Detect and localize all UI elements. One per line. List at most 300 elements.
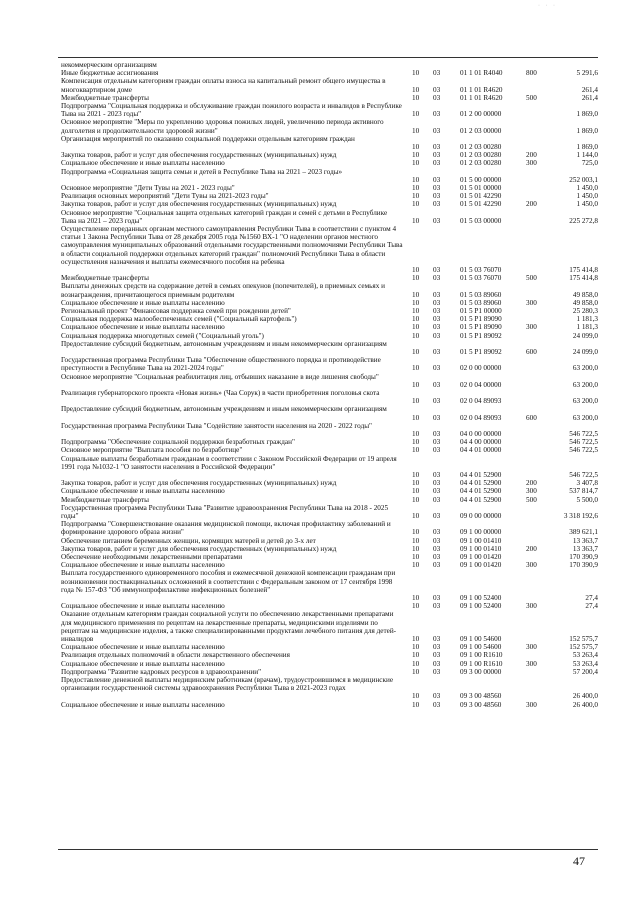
section-code: 10 — [412, 438, 420, 447]
target-article-code: 04 4 00 00000 — [460, 438, 502, 447]
target-article-code: 01 1 01 R4620 — [460, 93, 503, 102]
subsection-code: 03 — [433, 511, 441, 520]
target-article-code: 09 1 00 01410 — [460, 536, 502, 545]
section-code: 10 — [412, 323, 420, 332]
table-row — [0, 561, 640, 569]
target-article-code: 09 3 00 48560 — [460, 700, 502, 709]
target-article-code: 09 3 00 48560 — [460, 692, 502, 701]
section-code: 10 — [412, 487, 420, 496]
section-code: 10 — [412, 331, 420, 340]
target-article-code: 09 1 00 01420 — [460, 561, 502, 570]
section-code: 10 — [412, 561, 420, 570]
amount: 1 869,0 — [576, 110, 598, 119]
row-description: Реализация губернаторского проекта «Новая жизнь» (Чаа Сорук) в части приобретения поголовья скота — [61, 389, 380, 397]
section-code: 10 — [412, 142, 420, 151]
amount: 225 272,8 — [569, 216, 598, 225]
target-article-code: 09 1 00 00000 — [460, 528, 502, 537]
table-row — [0, 438, 640, 446]
row-description: Социальное обеспечение и иные выплаты населению — [61, 298, 225, 307]
target-article-code: 01 5 P1 00000 — [460, 307, 502, 315]
table-row — [0, 455, 640, 480]
row-description: Основное мероприятие "Меры по укреплению здоровья пожилых людей, увеличению периода активного долголетия и продолжительности здоровой жизни" — [61, 118, 384, 135]
table-row — [0, 307, 640, 315]
subsection-code: 03 — [433, 290, 441, 299]
table-row — [0, 118, 640, 134]
section-code: 10 — [412, 536, 420, 545]
subsection-code: 03 — [433, 331, 441, 340]
subsection-code: 03 — [433, 495, 441, 504]
row-description: Реализация отдельных полномочий в области лекарственного обеспечения — [61, 651, 290, 660]
target-article-code: 01 5 03 76070 — [460, 274, 502, 283]
section-code: 10 — [412, 700, 420, 709]
table-row — [0, 504, 640, 520]
subsection-code: 03 — [433, 110, 441, 119]
amount: 546 722,5 — [569, 470, 598, 479]
table-row — [0, 94, 640, 102]
subsection-code: 03 — [433, 151, 441, 160]
subsection-code: 03 — [433, 126, 441, 135]
amount: 27,4 — [585, 593, 598, 602]
subsection-code: 03 — [433, 266, 441, 274]
row-description: некоммерческим организациям — [61, 61, 157, 69]
table-row — [0, 315, 640, 323]
row-description: Социальное обеспечение и иные выплаты населению — [61, 643, 225, 652]
row-description: Социальное обеспечение и иные выплаты населению — [61, 159, 225, 168]
amount: 3 318 192,6 — [563, 511, 598, 520]
amount: 26 400,0 — [572, 700, 598, 709]
target-article-code: 01 5 03 76070 — [460, 266, 502, 274]
subsection-code: 03 — [433, 536, 441, 545]
amount: 63 200,0 — [572, 364, 598, 373]
expense-type-code: 800 — [526, 69, 537, 78]
table-row — [0, 701, 640, 709]
row-description: Государственная программа Республики Тыва "Содействие занятости населения на 2020 - 2022 годы" — [61, 421, 372, 430]
target-article-code: 04 4 01 52900 — [460, 470, 502, 479]
amount: 1 450,0 — [576, 192, 598, 201]
table-row — [0, 61, 640, 69]
amount: 5 291,6 — [576, 69, 598, 78]
expense-type-code: 200 — [526, 479, 537, 488]
amount: 1 869,0 — [576, 142, 598, 151]
target-article-code: 04 0 00 00000 — [460, 429, 502, 438]
row-description: Подпрограмма "Обеспечение социальной поддержки безработных граждан" — [61, 438, 295, 447]
subsection-code: 03 — [433, 380, 441, 389]
target-article-code: 04 4 01 00000 — [460, 446, 502, 455]
target-article-code: 02 0 00 00000 — [460, 364, 502, 373]
subsection-code: 03 — [433, 667, 441, 676]
amount: 24 099,0 — [572, 347, 598, 356]
table-row — [0, 323, 640, 331]
table-row — [0, 446, 640, 454]
table-row — [0, 274, 640, 282]
target-article-code: 09 1 00 01410 — [460, 544, 502, 553]
table-row — [0, 422, 640, 438]
section-code: 10 — [412, 495, 420, 504]
row-description: Региональный проект "Финансовая поддержка семей при рождении детей" — [61, 307, 291, 315]
amount: 170 390,9 — [569, 553, 598, 561]
amount: 63 200,0 — [572, 380, 598, 389]
row-description: Социальное обеспечение и иные выплаты населению — [61, 323, 225, 332]
row-description: Предоставление денежной выплаты медицинским работникам (врачам), трудоустроившимся в медицинские организации государственной системы здравоохранения Республики Тыва в 2021-2023 годах — [61, 676, 394, 693]
row-description: Основное мероприятие "Дети Тувы на 2021 - 2023 годы" — [61, 184, 235, 192]
row-description: Обеспечение необходимыми лекарственными препаратами — [61, 553, 243, 561]
expense-type-code: 300 — [526, 602, 537, 611]
subsection-code: 03 — [433, 413, 441, 422]
table-row — [0, 77, 640, 93]
table-row — [0, 651, 640, 659]
subsection-code: 03 — [433, 602, 441, 611]
subsection-code: 03 — [433, 298, 441, 307]
section-code: 10 — [412, 69, 420, 78]
amount: 725,0 — [581, 159, 598, 168]
subsection-code: 03 — [433, 192, 441, 201]
section-code: 10 — [412, 126, 420, 135]
subsection-code: 03 — [433, 651, 441, 660]
amount: 24 099,0 — [572, 331, 598, 340]
section-code: 10 — [412, 692, 420, 701]
target-article-code: 09 1 00 54600 — [460, 643, 502, 652]
section-code: 10 — [412, 175, 420, 184]
expense-type-code: 500 — [526, 495, 537, 504]
target-article-code: 01 5 P1 89090 — [460, 315, 502, 324]
section-code: 10 — [412, 634, 420, 643]
section-code: 10 — [412, 643, 420, 652]
row-description: Государственная программа Республики Тыва "Обеспечение общественного порядка и противодействие преступности в Республике Тыва на 2021-2024 годы" — [61, 356, 381, 373]
section-code: 10 — [412, 479, 420, 488]
section-code: 10 — [412, 216, 420, 225]
subsection-code: 03 — [433, 200, 441, 209]
target-article-code: 01 5 P1 89092 — [460, 347, 502, 356]
section-code: 10 — [412, 364, 420, 373]
subsection-code: 03 — [433, 159, 441, 168]
row-description: Закупка товаров, работ и услуг для обеспечения государственных (муниципальных) нужд — [61, 151, 337, 160]
row-description: Реализация основных мероприятий "Дети Тувы на 2021-2023 годы" — [61, 192, 269, 201]
section-code: 10 — [412, 446, 420, 455]
table-row — [0, 373, 640, 389]
target-article-code: 01 2 00 00000 — [460, 110, 502, 119]
section-code: 10 — [412, 298, 420, 307]
expense-type-code: 300 — [526, 298, 537, 307]
amount: 49 858,0 — [572, 290, 598, 299]
section-code: 10 — [412, 307, 420, 315]
subsection-code: 03 — [433, 659, 441, 668]
amount: 170 390,9 — [569, 561, 598, 570]
table-row — [0, 668, 640, 676]
subsection-code: 03 — [433, 553, 441, 561]
amount: 389 621,1 — [569, 528, 598, 537]
subsection-code: 03 — [433, 69, 441, 78]
subsection-code: 03 — [433, 470, 441, 479]
subsection-code: 03 — [433, 692, 441, 701]
row-description: Межбюджетные трансферты — [61, 274, 149, 283]
subsection-code: 03 — [433, 93, 441, 102]
row-description: Организация мероприятий по оказанию социальной поддержки отдельным категориям граждан — [61, 134, 355, 143]
amount: 546 722,5 — [569, 438, 598, 447]
amount: 252 003,1 — [569, 175, 598, 184]
amount: 13 363,7 — [572, 544, 598, 553]
subsection-code: 03 — [433, 142, 441, 151]
row-description: Закупка товаров, работ и услуг для обеспечения государственных (муниципальных) нужд — [61, 479, 337, 488]
table-row — [0, 569, 640, 602]
subsection-code: 03 — [433, 175, 441, 184]
scan-specks: · · · — [538, 3, 557, 9]
row-description: Закупка товаров, работ и услуг для обеспечения государственных (муниципальных) нужд — [61, 544, 337, 553]
section-code: 10 — [412, 667, 420, 676]
section-code: 10 — [412, 553, 420, 561]
row-description: Социальная поддержка малообеспеченных семей ("Социальный картофель") — [61, 315, 297, 324]
amount: 1 450,0 — [576, 184, 598, 192]
target-article-code: 02 0 04 89093 — [460, 413, 502, 422]
target-article-code: 01 2 03 00280 — [460, 151, 502, 160]
subsection-code: 03 — [433, 479, 441, 488]
section-code: 10 — [412, 159, 420, 168]
target-article-code: 01 5 03 89060 — [460, 290, 502, 299]
section-code: 10 — [412, 93, 420, 102]
table-row — [0, 356, 640, 372]
target-article-code: 01 5 01 00000 — [460, 184, 502, 192]
row-description: Подпрограмма "Социальная поддержка и обслуживание граждан пожилого возраста и инвалидов в Республике Тыва на 2021 - 2023 годы" — [61, 102, 402, 119]
subsection-code: 03 — [433, 323, 441, 332]
section-code: 10 — [412, 347, 420, 356]
table-row — [0, 340, 640, 356]
amount: 1 181,3 — [576, 323, 598, 332]
row-description: Иные бюджетные ассигнования — [61, 69, 159, 78]
expense-type-code: 300 — [526, 700, 537, 709]
expense-type-code: 300 — [526, 487, 537, 496]
page-number: 47 — [573, 854, 585, 868]
bottom-rule — [58, 849, 598, 850]
amount: 261,4 — [581, 85, 598, 94]
subsection-code: 03 — [433, 274, 441, 283]
subsection-code: 03 — [433, 561, 441, 570]
subsection-code: 03 — [433, 700, 441, 709]
table-row — [0, 389, 640, 405]
row-description: Социальное обеспечение и иные выплаты населению — [61, 561, 225, 570]
table-row — [0, 168, 640, 184]
section-code: 10 — [412, 651, 420, 660]
subsection-code: 03 — [433, 487, 441, 496]
row-description: Социальное обеспечение и иные выплаты населению — [61, 487, 225, 496]
subsection-code: 03 — [433, 643, 441, 652]
table-row — [0, 553, 640, 561]
amount: 1 144,0 — [576, 151, 598, 160]
table-row — [0, 102, 640, 118]
row-description: Предоставление субсидий бюджетным, автономным учреждениям и иным некоммерческим организациям — [61, 405, 387, 414]
row-description: Межбюджетные трансферты — [61, 93, 149, 102]
table-row — [0, 69, 640, 77]
subsection-code: 03 — [433, 216, 441, 225]
section-code: 10 — [412, 290, 420, 299]
row-description: Основное мероприятие "Выплата пособия по безработице" — [61, 446, 243, 455]
section-code: 10 — [412, 200, 420, 209]
section-code: 10 — [412, 397, 420, 406]
table-row — [0, 225, 640, 274]
target-article-code: 01 5 P1 89092 — [460, 331, 502, 340]
expense-type-code: 300 — [526, 561, 537, 570]
amount: 27,4 — [585, 602, 598, 611]
row-description: Государственная программа Республики Тыва "Развитие здравоохранения Республики Тыва на 2018 - 2025 годы" — [61, 503, 389, 520]
subsection-code: 03 — [433, 364, 441, 373]
section-code: 10 — [412, 470, 420, 479]
section-code: 10 — [412, 659, 420, 668]
row-description: Основное мероприятие "Социальная защита отдельных категорий граждан и семей с детьми в Республике Тыва на 2021 – 2023 годы" — [61, 208, 388, 225]
table-row — [0, 537, 640, 545]
table-row — [0, 192, 640, 200]
row-description: Межбюджетные трансферты — [61, 495, 149, 504]
row-description: Выплата государственного единовременного пособия и ежемесячной денежной компенсации гражданам при возникновении поствакцинальных осложнений в соответствии с Федеральным законом от 17 сентября 1998 года № 157-ФЗ "Об иммунопрофилактике инфекционных болезней" — [61, 569, 396, 594]
amount: 1 181,3 — [576, 315, 598, 324]
section-code: 10 — [412, 184, 420, 192]
target-article-code: 01 5 01 42290 — [460, 200, 502, 209]
expense-type-code: 300 — [526, 659, 537, 668]
target-article-code: 09 1 00 01420 — [460, 553, 502, 561]
row-description: Подпрограмма "Совершенствование оказания медицинской помощи, включая профилактику заболеваний и формирование здорового образа жизни" — [61, 520, 391, 537]
target-article-code: 01 2 03 00280 — [460, 142, 502, 151]
expense-type-code: 200 — [526, 200, 537, 209]
subsection-code: 03 — [433, 85, 441, 94]
amount: 546 722,5 — [569, 446, 598, 455]
table-row — [0, 184, 640, 192]
target-article-code: 09 1 00 R1610 — [460, 651, 503, 660]
target-article-code: 01 2 03 00280 — [460, 159, 502, 168]
target-article-code: 09 0 00 00000 — [460, 511, 502, 520]
subsection-code: 03 — [433, 397, 441, 406]
subsection-code: 03 — [433, 438, 441, 447]
section-code: 10 — [412, 85, 420, 94]
table-row — [0, 299, 640, 307]
top-rule — [58, 57, 598, 58]
amount: 5 500,0 — [576, 495, 598, 504]
target-article-code: 09 1 00 52400 — [460, 593, 502, 602]
amount: 175 414,8 — [569, 274, 598, 283]
row-description: Закупка товаров, работ и услуг для обеспечения государственных (муниципальных) нужд — [61, 200, 337, 209]
table-row — [0, 332, 640, 340]
row-description: Компенсация отдельным категориям граждан оплаты взноса на капитальный ремонт общего имущества в многоквартирном доме — [61, 77, 386, 94]
subsection-code: 03 — [433, 593, 441, 602]
target-article-code: 04 4 01 52900 — [460, 487, 502, 496]
target-article-code: 01 2 03 00000 — [460, 126, 502, 135]
table-row — [0, 151, 640, 159]
table-row — [0, 159, 640, 167]
table-row — [0, 487, 640, 495]
target-article-code: 09 1 00 R1610 — [460, 659, 503, 668]
row-description: Социальная поддержка многодетных семей ("Социальный уголь") — [61, 331, 264, 340]
row-description: Предоставление субсидий бюджетным, автономным учреждениям и иным некоммерческим организациям — [61, 339, 387, 348]
row-description: Выплаты денежных средств на содержание детей в семьях опекунов (попечителей), в приемных семьях и вознаграждения, причитающегося приемным родителям — [61, 282, 385, 299]
target-article-code: 04 4 01 52900 — [460, 479, 502, 488]
expense-type-code: 300 — [526, 159, 537, 168]
target-article-code: 02 0 04 89093 — [460, 397, 502, 406]
target-article-code: 01 5 01 42290 — [460, 192, 502, 201]
amount: 3 407,8 — [576, 479, 598, 488]
amount: 63 200,0 — [572, 413, 598, 422]
table-row — [0, 200, 640, 208]
table-row — [0, 545, 640, 553]
table-row — [0, 209, 640, 225]
section-code: 10 — [412, 593, 420, 602]
expense-type-code: 600 — [526, 413, 537, 422]
amount: 13 363,7 — [572, 536, 598, 545]
section-code: 10 — [412, 192, 420, 201]
target-article-code: 09 1 00 54600 — [460, 634, 502, 643]
section-code: 10 — [412, 602, 420, 611]
subsection-code: 03 — [433, 184, 441, 192]
target-article-code: 01 1 01 R4040 — [460, 69, 503, 78]
row-description: Социальное обеспечение и иные выплаты населению — [61, 659, 225, 668]
subsection-code: 03 — [433, 544, 441, 553]
amount: 53 263,4 — [572, 651, 598, 660]
expense-type-code: 200 — [526, 544, 537, 553]
amount: 1 450,0 — [576, 200, 598, 209]
table-row — [0, 610, 640, 643]
section-code: 10 — [412, 380, 420, 389]
table-row — [0, 496, 640, 504]
table-row — [0, 405, 640, 421]
amount: 152 575,7 — [569, 634, 598, 643]
section-code: 10 — [412, 544, 420, 553]
table-row — [0, 135, 640, 151]
section-code: 10 — [412, 266, 420, 274]
target-article-code: 04 4 01 52900 — [460, 495, 502, 504]
table-row — [0, 643, 640, 651]
target-article-code: 01 1 01 R4620 — [460, 85, 503, 94]
subsection-code: 03 — [433, 528, 441, 537]
row-description: Социальное обеспечение и иные выплаты населению — [61, 602, 225, 611]
expense-type-code: 500 — [526, 274, 537, 283]
section-code: 10 — [412, 110, 420, 119]
row-description: Социальное обеспечение и иные выплаты населению — [61, 700, 225, 709]
section-code: 10 — [412, 315, 420, 324]
expense-type-code: 300 — [526, 643, 537, 652]
target-article-code: 02 0 04 00000 — [460, 380, 502, 389]
amount: 25 280,3 — [572, 307, 598, 315]
table-row — [0, 676, 640, 701]
section-code: 10 — [412, 151, 420, 160]
expense-type-code: 300 — [526, 323, 537, 332]
table-row — [0, 602, 640, 610]
row-description: Осуществление переданных органам местного самоуправления Республики Тыва в соответствии с пунктом 4 статьи 1 Закона Республики Тыва от 28 декабря 2005 года №1560 ВХ-1 "О наделении органов местного самоуправления муниципальных образований отдельными государственными полномочиями Республики Тыва в области социальной поддержки отдельных категорий граждан" полномочий Республики Тыва в области осуществления назначения и выплаты ежемесячного пособия на ребенка — [61, 225, 403, 266]
section-code: 10 — [412, 511, 420, 520]
target-article-code: 01 5 P1 89090 — [460, 323, 502, 332]
amount: 53 263,4 — [572, 659, 598, 668]
amount: 49 858,0 — [572, 298, 598, 307]
amount: 1 869,0 — [576, 126, 598, 135]
target-article-code: 01 5 03 89060 — [460, 298, 502, 307]
target-article-code: 09 1 00 52400 — [460, 602, 502, 611]
table-row — [0, 282, 640, 298]
table-row — [0, 660, 640, 668]
target-article-code: 09 3 00 00000 — [460, 667, 502, 676]
expense-type-code: 200 — [526, 151, 537, 160]
row-description: Обеспечение питанием беременных женщин, кормящих матерей и детей до 3-х лет — [61, 536, 316, 545]
amount: 26 400,0 — [572, 692, 598, 701]
section-code: 10 — [412, 429, 420, 438]
amount: 546 722,5 — [569, 429, 598, 438]
row-description: Социальные выплаты безработным гражданам в соответствии с Законом Российской Федерации от 19 апреля 1991 года №1032-1 "О занятости населения в Российской Федерации" — [61, 454, 397, 471]
amount: 152 575,7 — [569, 643, 598, 652]
target-article-code: 01 5 00 00000 — [460, 175, 502, 184]
subsection-code: 03 — [433, 347, 441, 356]
amount: 537 814,7 — [569, 487, 598, 496]
expense-type-code: 600 — [526, 347, 537, 356]
section-code: 10 — [412, 274, 420, 283]
amount: 63 200,0 — [572, 397, 598, 406]
subsection-code: 03 — [433, 446, 441, 455]
amount: 175 414,8 — [569, 266, 598, 274]
subsection-code: 03 — [433, 634, 441, 643]
amount: 261,4 — [581, 93, 598, 102]
subsection-code: 03 — [433, 307, 441, 315]
